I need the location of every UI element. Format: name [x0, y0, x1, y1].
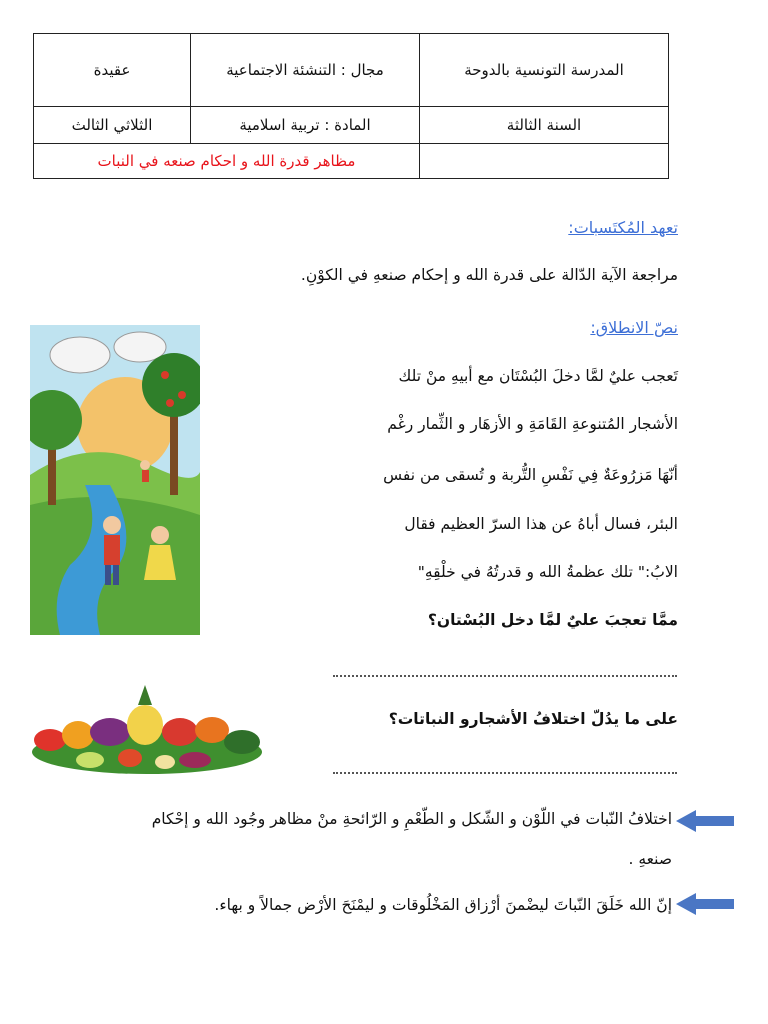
- arrow-left-icon: [676, 893, 736, 915]
- domain-cell: مجال : التنشئة الاجتماعية: [191, 34, 420, 107]
- starter-heading: نصّ الانطلاق:: [590, 318, 678, 337]
- school-cell: المدرسة التونسية بالدوحة: [420, 34, 669, 107]
- story-line: تَعجب عليٌ لمَّا دخلَ البُسْتَان مع أبيهِ منْ تلك: [398, 367, 678, 385]
- review-heading: تعهد المُكتَسبات:: [568, 218, 678, 237]
- subject-cell: المادة : تربية اسلامية: [191, 107, 420, 144]
- conclusion-1-line-1: اختلافُ النّبات في اللّوْن و الشّكل و الطّعْمِ و الرّائحةِ منْ مظاهر وجُود الله و إحْكام: [151, 810, 672, 828]
- conclusion-2: إنّ الله خَلَقَ النّباتَ ليضْمنَ أرْزاق المَخْلُوقات و ليمْنَحَ الأرْض جمالاً و بهاء.: [214, 896, 672, 914]
- answer-line-1[interactable]: [333, 675, 677, 677]
- story-line: الابُ:" تلك عظمةُ الله و قدرتُهُ في خلْقِهِ": [417, 563, 678, 581]
- story-line: الأشجار المُتنوعةِ القَامَةِ و الأزهَار و الثِّمار رغْم: [387, 415, 678, 433]
- header-table: [33, 33, 669, 179]
- lesson-title: مظاهر قدرة الله و احكام صنعه في النبات: [34, 144, 420, 179]
- year-cell: السنة الثالثة: [420, 107, 669, 144]
- topic-cell: عقيدة: [34, 34, 191, 107]
- review-text: مراجعة الآية الدّالة على قدرة الله و إحكام صنعهِ في الكوْنِ.: [300, 266, 678, 284]
- empty-cell: [420, 144, 669, 179]
- story-line: أنّهَا مَزرُوعَةٌ فِي نَفْسِ التُّربة و تُسقى من نفس: [383, 466, 678, 484]
- conclusion-1-line-2: صنعهِ .: [628, 850, 672, 868]
- story-line: البئر، فسال أباهُ عن هذا السرّ العظيم فقال: [404, 515, 678, 533]
- term-cell: الثلاثي الثالث: [34, 107, 191, 144]
- arrow-left-icon: [676, 810, 736, 832]
- answer-line-2[interactable]: [333, 772, 677, 774]
- garden-illustration: [30, 325, 200, 635]
- fruits-vegetables-illustration: [30, 680, 264, 776]
- question-2: على ما يدُلّ اختلافُ الأشجارو النباتات؟: [388, 710, 678, 728]
- question-1: ممَّا تعجبَ عليٌ لمَّا دخل البُسْتان؟: [427, 611, 678, 629]
